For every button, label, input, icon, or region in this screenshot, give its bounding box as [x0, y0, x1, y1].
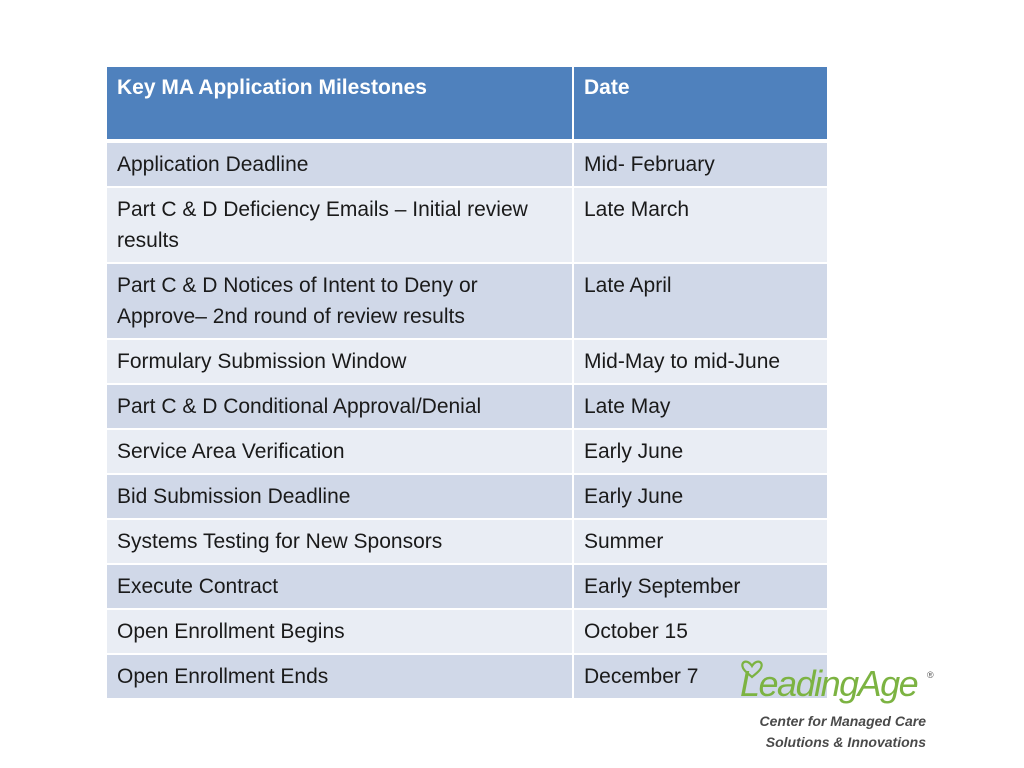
date-cell: Early June: [573, 429, 828, 474]
wordmark-age: Age: [857, 663, 918, 704]
table-header-row: [106, 66, 828, 141]
milestone-cell: Open Enrollment Begins: [106, 609, 573, 654]
milestones-table: [105, 65, 829, 700]
milestone-cell: Formulary Submission Window: [106, 339, 573, 384]
logo-tagline-line2: Solutions & Innovations: [765, 734, 926, 750]
table-row: [106, 474, 828, 519]
date-cell: Late April: [573, 263, 828, 339]
milestone-cell: Part C & D Deficiency Emails – Initial review results: [106, 187, 573, 263]
table-row: [106, 564, 828, 609]
registered-mark: ®: [927, 670, 934, 680]
logo-tagline-line1: Center for Managed Care: [759, 713, 926, 729]
svg-text:LeadingAge: [740, 663, 918, 704]
milestone-cell: Part C & D Notices of Intent to Deny or Approve– 2nd round of review results: [106, 263, 573, 339]
wordmark-leading: Leading: [740, 663, 858, 704]
table-row: [106, 339, 828, 384]
date-cell: Mid- February: [573, 141, 828, 187]
header-date: Date: [573, 66, 828, 141]
table-row: [106, 654, 828, 699]
date-cell: October 15: [573, 609, 828, 654]
date-cell: Early June: [573, 474, 828, 519]
date-cell: Late May: [573, 384, 828, 429]
leadingage-wordmark: [738, 656, 938, 708]
date-cell: Summer: [573, 519, 828, 564]
milestone-cell: Service Area Verification: [106, 429, 573, 474]
milestone-cell: Part C & D Conditional Approval/Denial: [106, 384, 573, 429]
header-milestones: Key MA Application Milestones: [106, 66, 573, 141]
milestone-cell: Systems Testing for New Sponsors: [106, 519, 573, 564]
date-cell: December 7: [573, 654, 828, 699]
date-cell: Late March: [573, 187, 828, 263]
milestone-cell: Bid Submission Deadline: [106, 474, 573, 519]
table-row: [106, 609, 828, 654]
date-cell: Mid-May to mid-June: [573, 339, 828, 384]
milestone-cell: Application Deadline: [106, 141, 573, 187]
leadingage-logo: [738, 656, 938, 756]
table-row: [106, 141, 828, 187]
table-row: [106, 429, 828, 474]
date-cell: Early September: [573, 564, 828, 609]
milestone-cell: Execute Contract: [106, 564, 573, 609]
table-row: [106, 519, 828, 564]
table-row: [106, 263, 828, 339]
table-row: [106, 187, 828, 263]
table-row: [106, 384, 828, 429]
milestone-cell: Open Enrollment Ends: [106, 654, 573, 699]
